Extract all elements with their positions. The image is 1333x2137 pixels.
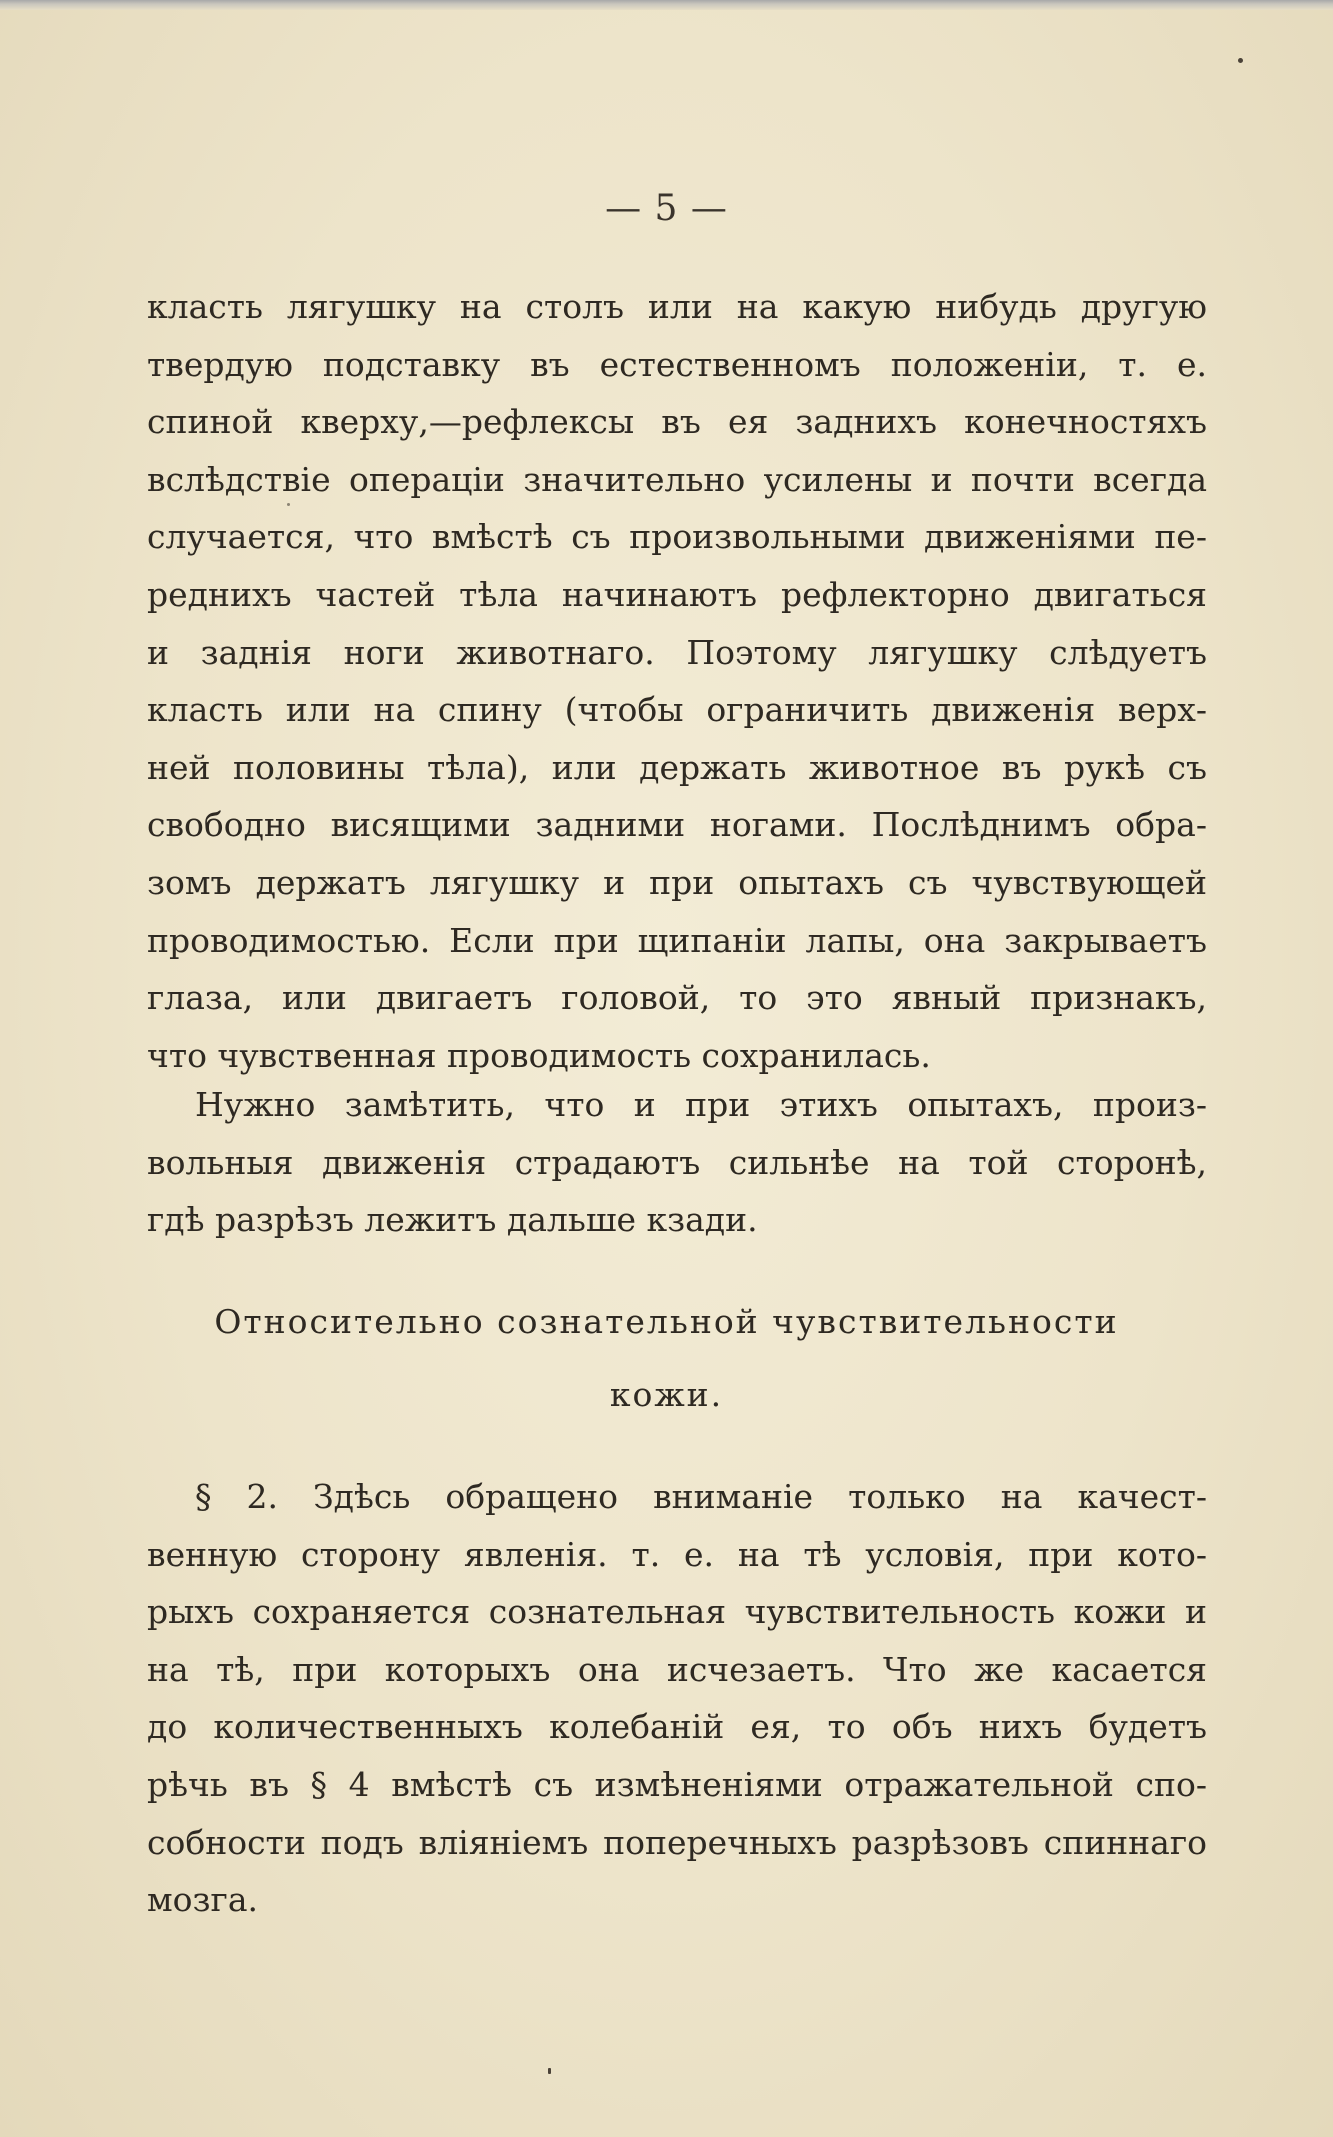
text-line: на тѣ, при которыхъ она исчезаетъ. Что же касается [147,1649,1207,1689]
text-line: случается, что вмѣстѣ съ произвольными движеніями пе- [147,517,1207,557]
text-line: вольныя движенія страдаютъ сильнѣе на той сторонѣ, [147,1142,1207,1182]
text-line: рѣчь въ § 4 вмѣстѣ съ измѣненіями отражательной спо- [147,1764,1207,1804]
text-line: и заднія ноги животнаго. Поэтому лягушку слѣдуетъ [147,632,1207,672]
text-line: рыхъ сохраняется сознательная чувствительность кожи и [147,1592,1207,1632]
paragraph-3 [147,1468,1207,1929]
paragraph-2 [147,1076,1207,1249]
text-line: ней половины тѣла), или держать животное въ рукѣ съ [147,747,1207,787]
text-line: § 2. Здѣсь обращено вниманіе только на качест- [195,1477,1207,1516]
text-line: собности подъ вліяніемъ поперечныхъ разрѣзовъ спиннаго [147,1822,1207,1862]
text-line: гдѣ разрѣзъ лежитъ дальше кзади. [147,1200,758,1240]
paragraph-1 [147,278,1207,1084]
paper-speck [548,2068,551,2074]
text-line: мозга. [147,1880,258,1920]
text-line: реднихъ частей тѣла начинаютъ рефлекторно двигаться [147,574,1207,614]
text-line: твердую подставку въ естественномъ положеніи, т. е. [147,344,1207,384]
paper-speck [1238,58,1243,63]
text-line: венную сторону явленія. т. е. на тѣ условія, при кото- [147,1534,1207,1574]
text-line: проводимостью. Если при щипаніи лапы, она закрываетъ [147,920,1207,960]
paper-speck [287,503,290,506]
text-line: что чувственная проводимость сохранилась. [147,1035,931,1075]
text-line: класть или на спину (чтобы ограничить движенія верх- [147,690,1207,730]
text-line: класть лягушку на столъ или на какую нибудь другую [147,287,1207,326]
page-top-edge [0,0,1333,10]
text-line: зомъ держатъ лягушку и при опытахъ съ чувствующей [147,862,1207,902]
text-line: глаза, или двигаетъ головой, то это явный признакъ, [147,978,1207,1018]
text-line: Нужно замѣтить, что и при этихъ опытахъ, произ- [195,1085,1207,1124]
text-line: свободно висящими задними ногами. Послѣднимъ обра- [147,805,1207,845]
text-line: спиной кверху,—рефлексы въ ея заднихъ конечностяхъ [147,402,1207,442]
section-heading-line-1: Относительно сознательной чувствительности [214,1302,1119,1341]
page-number: — 5 — [605,188,728,229]
text-line: до количественныхъ колебаній ея, то объ нихъ будетъ [147,1707,1207,1747]
section-heading-line-2: кожи. [609,1375,724,1414]
text-line: вслѣдствіе операціи значительно усилены и почти всегда [147,459,1207,499]
